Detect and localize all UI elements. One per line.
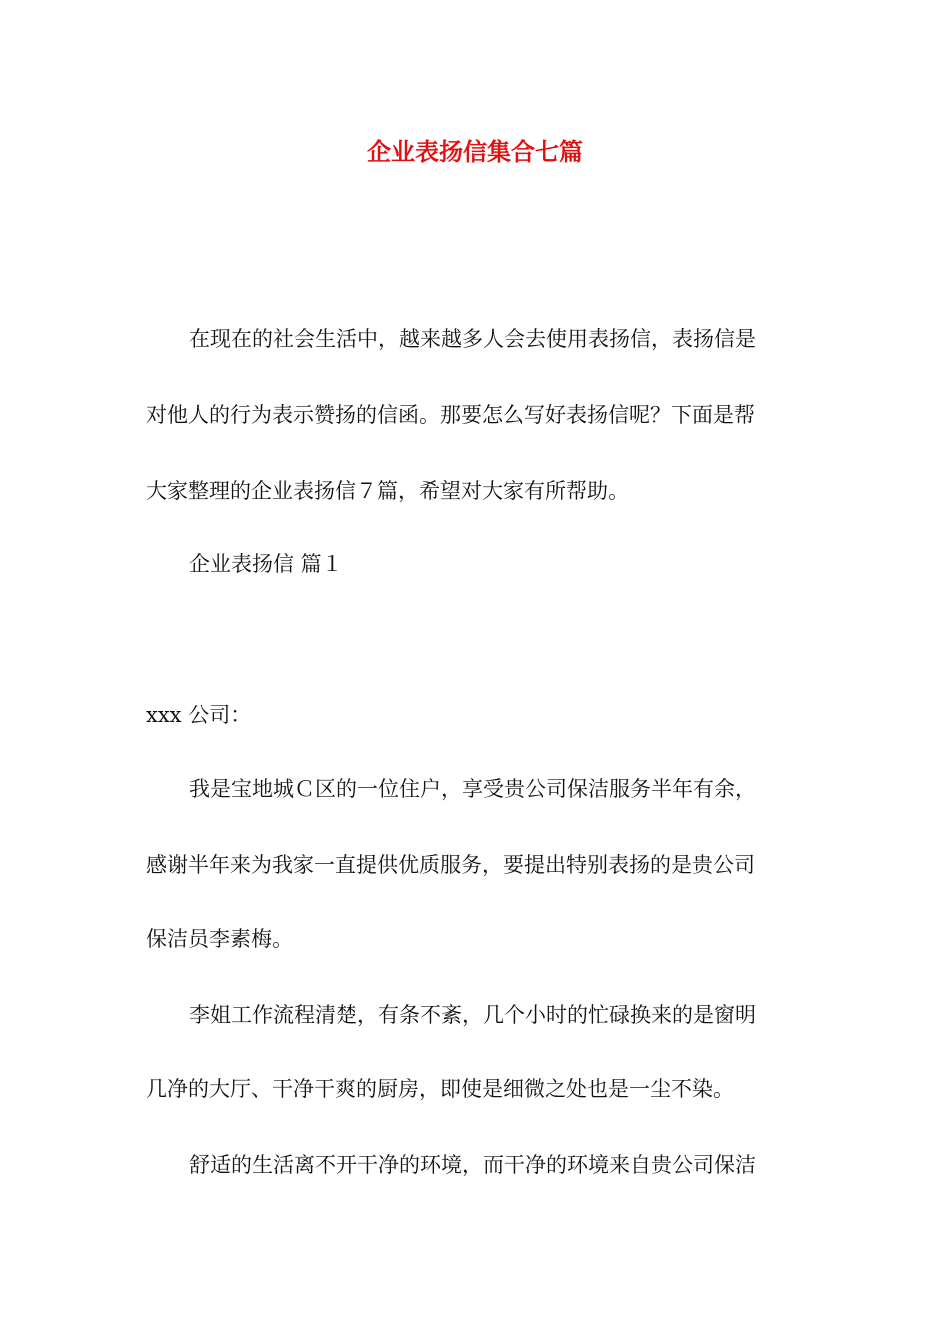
paragraph-line: 我是宝地城Ｃ区的一位住户，享受贵公司保洁服务半年有余， [189, 777, 756, 801]
document-title: 企业表扬信集合七篇 [367, 137, 583, 166]
paragraph-line: 对他人的行为表示赞扬的信函。那要怎么写好表扬信呢？下面是帮 [146, 403, 755, 427]
paragraph-line: 在现在的社会生活中，越来越多人会去使用表扬信，表扬信是 [189, 327, 756, 351]
paragraph-line: 舒适的生活离不开干净的环境，而干净的环境来自贵公司保洁 [189, 1153, 756, 1177]
paragraph-line: 几净的大厅、干净干爽的厨房，即使是细微之处也是一尘不染。 [146, 1077, 734, 1101]
paragraph-line: 李姐工作流程清楚，有条不紊，几个小时的忙碌换来的是窗明 [189, 1003, 756, 1027]
section-heading: 企业表扬信 篇１ [189, 552, 343, 576]
paragraph-line: 感谢半年来为我家一直提供优质服务，要提出特别表扬的是贵公司 [146, 853, 755, 877]
paragraph-line: 保洁员李素梅。 [146, 927, 293, 951]
salutation: xxx 公司： [146, 703, 252, 727]
paragraph-line: 大家整理的企业表扬信７篇，希望对大家有所帮助。 [146, 479, 629, 503]
